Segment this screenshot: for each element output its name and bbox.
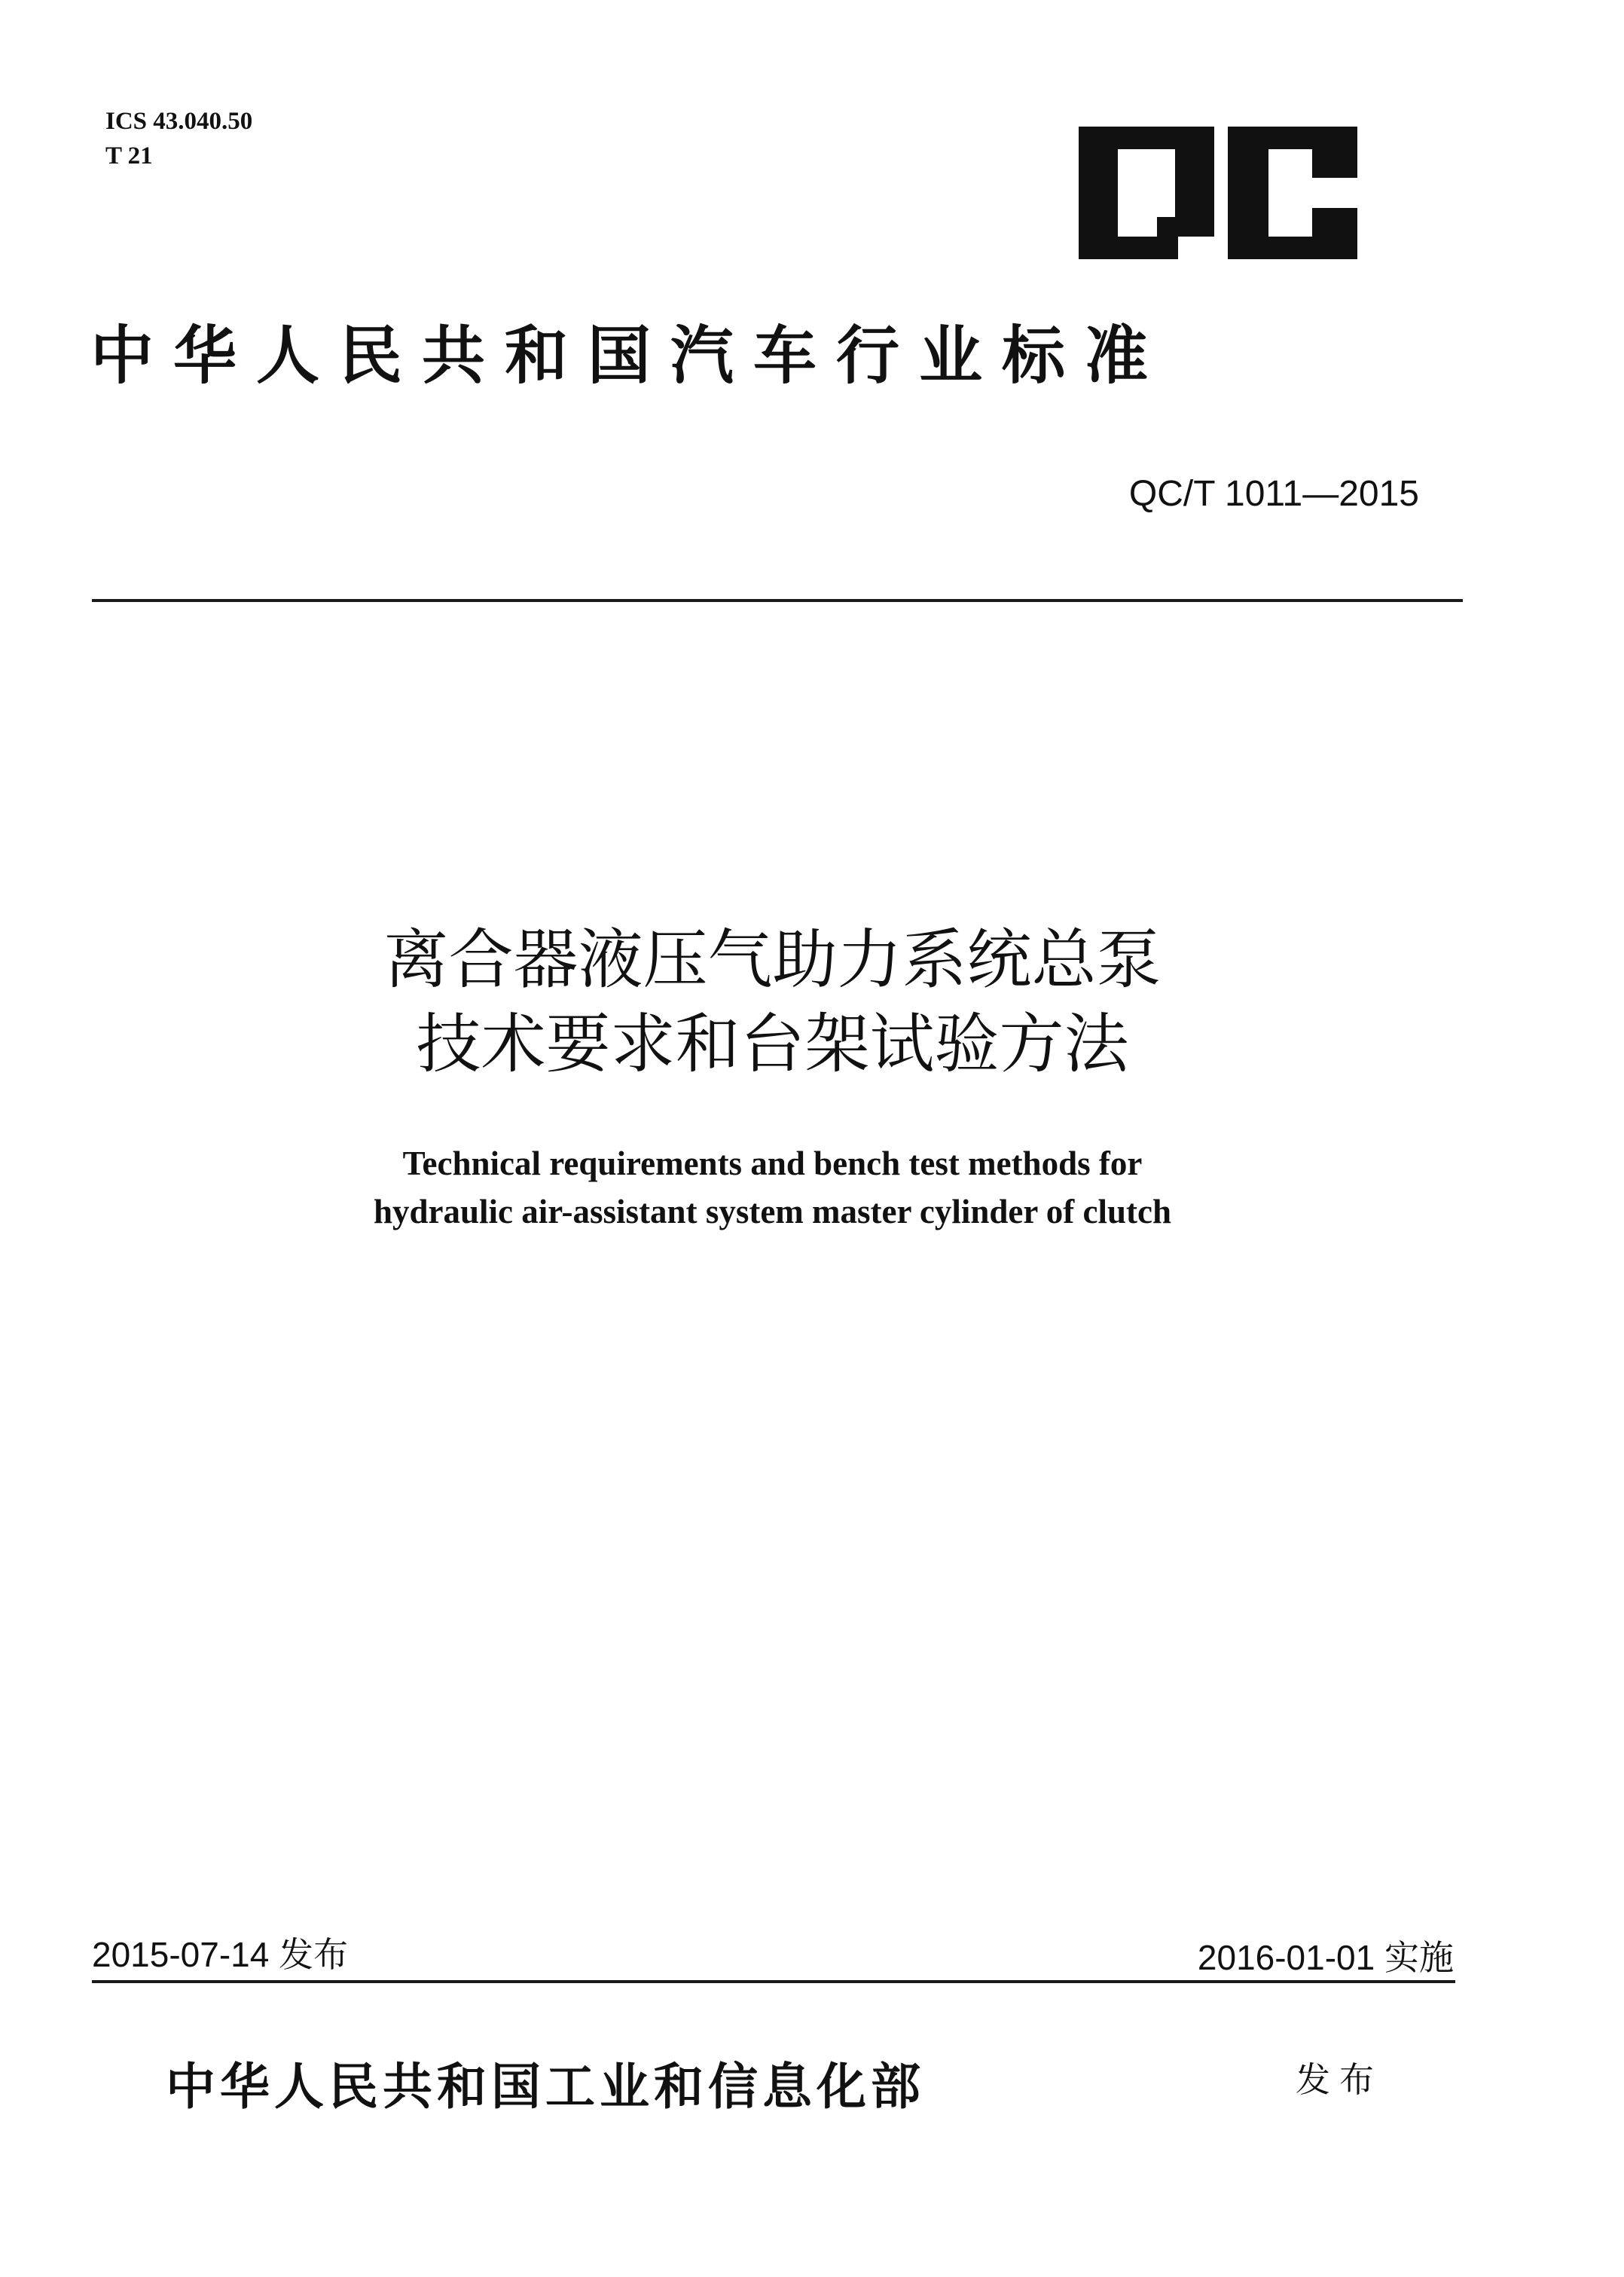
publish-label: 发布 [1296,2059,1383,2100]
standard-category-title: 中华人民共和国汽车行业标准 [90,318,1168,393]
issuing-authority: 中华人民共和国工业和信息化部 [166,2057,925,2116]
ics-code: ICS 43.040.50 [105,108,253,135]
category-code: T 21 [105,142,153,170]
chinese-title-line-1: 离合器液压气助力系统总泵 [383,922,1162,998]
classification-codes [105,104,252,173]
english-title-line-1: Technical requirements and bench test methods for [402,1145,1143,1182]
standard-number: QC/T 1011—2015 [1128,474,1419,514]
qc-logo [1079,127,1357,259]
english-title [0,1139,1624,1236]
header-divider [92,599,1463,602]
chinese-title-line-2: 技术要求和台架试验方法 [416,1007,1129,1082]
issue-date: 2015-07-14 发布 [92,1935,349,1974]
english-title-line-2: hydraulic air-assistant system master cylinder of clutch [373,1193,1172,1230]
implementation-date: 2016-01-01 实施 [1197,1938,1454,1977]
chinese-title [0,918,1624,1087]
footer-divider [92,1980,1455,1983]
